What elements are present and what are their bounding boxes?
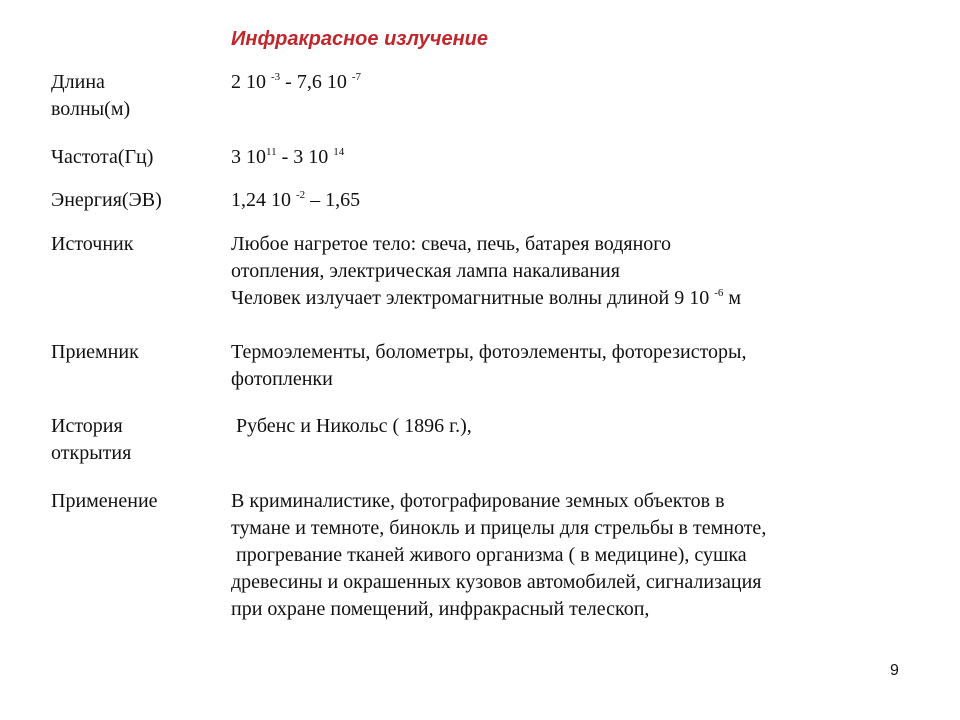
value-line: [231, 69, 931, 96]
exponent: 11: [266, 146, 277, 158]
label-line: Применение: [51, 490, 158, 512]
exponent: -2: [296, 189, 306, 201]
slide-title: Инфракрасное излучение: [231, 28, 489, 50]
label-line: Источник: [51, 233, 134, 255]
value-text: 2 10: [231, 71, 271, 93]
value-text: м: [723, 287, 742, 309]
row-value-energy: [231, 187, 931, 214]
value-line: отопления, электрическая лампа накаливания: [231, 260, 620, 282]
label-line: Частота(Гц): [51, 146, 154, 168]
value-line: В криминалистике, фотографирование земных объектов в: [231, 490, 725, 512]
value-line: Любое нагретое тело: свеча, печь, батарея водяного: [231, 233, 671, 255]
value-line: фотопленки: [231, 368, 333, 390]
row-value-source: [231, 231, 931, 312]
label-line: История: [51, 415, 123, 437]
row-value-frequency: [231, 144, 931, 171]
row-value-application: [231, 488, 931, 623]
value-text: 1,24 10: [231, 189, 296, 211]
exponent: -6: [714, 287, 724, 299]
value-line: [231, 187, 931, 214]
row-label-application: [51, 488, 221, 515]
row-value-receiver: [231, 339, 931, 393]
row-label-energy: [51, 187, 221, 214]
value-text: Человек излучает электромагнитные волны длиной 9 10: [231, 287, 715, 309]
exponent: 14: [333, 146, 345, 158]
row-label-source: [51, 231, 221, 258]
value-line: при охране помещений, инфракрасный телескоп,: [231, 598, 650, 620]
value-line: древесины и окрашенных кузовов автомобилей, сигнализация: [231, 571, 762, 593]
value-line: прогревание тканей живого организма ( в медицине), сушка: [231, 544, 747, 566]
row-label-receiver: [51, 339, 221, 366]
value-text: - 3 10: [276, 146, 334, 168]
label-line: Длина: [51, 71, 105, 93]
value-line: [231, 285, 931, 312]
row-value-history: [231, 413, 931, 440]
page-number: 9: [890, 662, 899, 679]
value-line: [231, 144, 931, 171]
label-line: Энергия(ЭВ): [51, 189, 162, 211]
label-line: Приемник: [51, 341, 139, 363]
exponent: -3: [271, 71, 281, 83]
value-text: - 7,6 10: [280, 71, 352, 93]
row-label-frequency: [51, 144, 221, 171]
value-line: тумане и темноте, бинокль и прицелы для стрельбы в темноте,: [231, 517, 767, 539]
value-text: 3 10: [231, 146, 266, 168]
row-label-wavelength: [51, 69, 221, 123]
label-line: открытия: [51, 442, 132, 464]
row-value-wavelength: [231, 69, 931, 96]
value-line: Термоэлементы, болометры, фотоэлементы, фоторезисторы,: [231, 341, 747, 363]
value-line: Рубенс и Никольс ( 1896 г.),: [231, 415, 472, 437]
exponent: -7: [351, 71, 362, 83]
value-text: – 1,65: [305, 189, 361, 211]
label-line: волны(м): [51, 98, 131, 120]
row-label-history: [51, 413, 221, 467]
